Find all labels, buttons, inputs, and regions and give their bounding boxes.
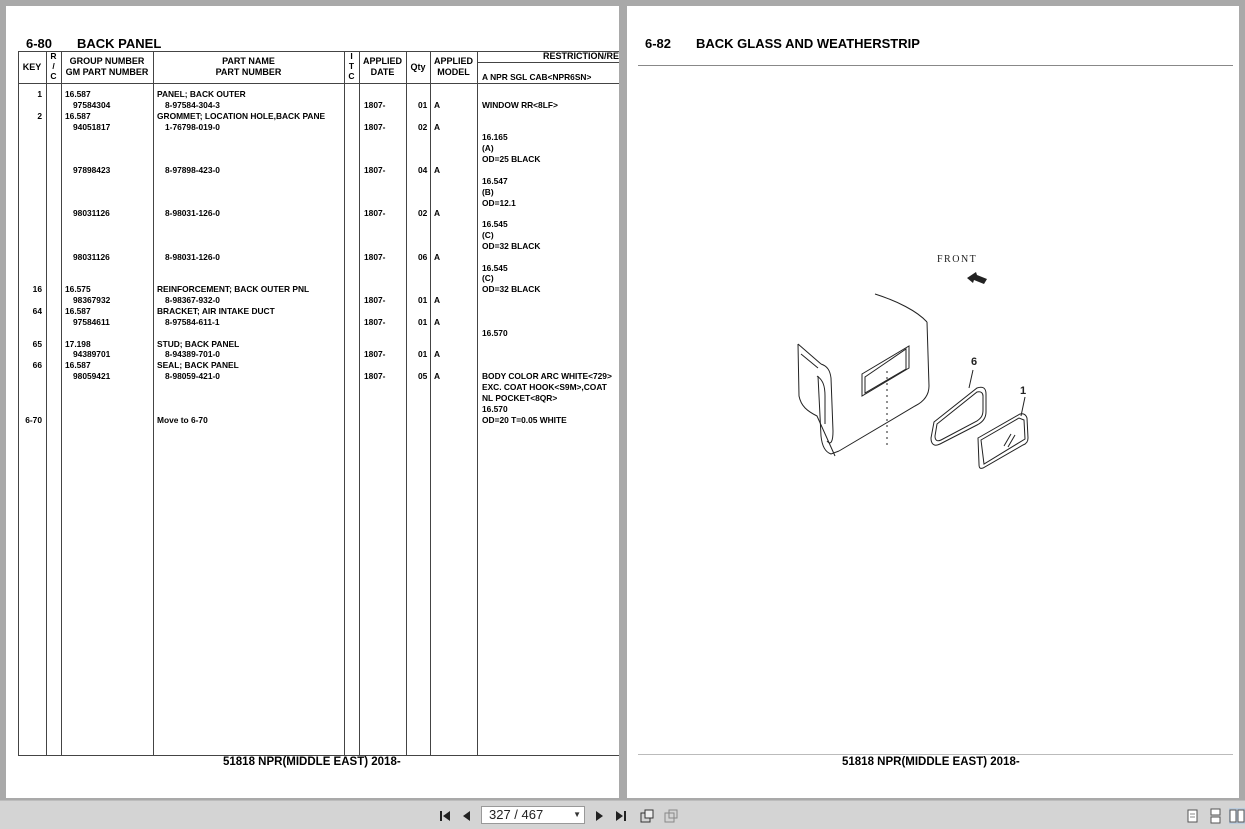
cell-qty: 02 [418, 208, 428, 219]
cell-remark: EXC. COAT HOOK<S9M>,COAT [482, 381, 607, 392]
cell-qty: 01 [418, 316, 428, 327]
col-line [430, 51, 431, 755]
cell-remark: 16.545 [482, 262, 508, 273]
cell-remark: (C) [482, 273, 494, 284]
cell-part-number: 8-97584-611-1 [165, 316, 220, 327]
cell-gm-part-number: 98031126 [73, 251, 110, 262]
page-indicator: 327 / 467 [489, 807, 544, 822]
cell-part-number: 8-98031-126-0 [165, 251, 220, 262]
callout-1: 1 [1020, 385, 1027, 397]
cell-remark: OD=32 BLACK [482, 284, 541, 295]
cell-remark: 16.545 [482, 219, 508, 230]
cell-part-name: BRACKET; AIR INTAKE DUCT [157, 306, 275, 316]
next-page-icon[interactable] [591, 808, 607, 824]
cell-gm-part-number: 98367932 [73, 295, 111, 306]
cell-group-number: 16.587 [65, 360, 91, 371]
cell-qty: 01 [418, 99, 428, 110]
cell-remark: (B) [482, 186, 494, 197]
header-rule [638, 65, 1233, 66]
header-part-name: PART NAME PART NUMBER [215, 56, 282, 77]
col-line [359, 51, 360, 755]
cell-applied-model: A [434, 371, 441, 382]
cell-part-number: 8-97898-423-0 [165, 164, 220, 175]
cell-remark: OD=25 BLACK [482, 154, 541, 165]
cell-remark: NL POCKET<8QR> [482, 392, 558, 403]
page-footer: 51818 NPR(MIDDLE EAST) 2018- [223, 756, 401, 768]
cell-applied-date: 1807- [364, 295, 386, 306]
header-applied-date: APPLIED DATE [362, 56, 402, 77]
cell-gm-part-number: 97584304 [73, 99, 111, 110]
cell-applied-date: 1807- [364, 208, 386, 219]
cell-gm-part-number: 98031126 [73, 208, 110, 219]
cell-key: 2 [37, 110, 42, 121]
cell-part-number: 8-98367-932-0 [165, 295, 220, 306]
callout-6: 6 [971, 356, 978, 368]
cell-qty: 02 [418, 121, 428, 132]
cell-qty: 06 [418, 251, 428, 262]
cell-applied-model: A [434, 121, 441, 132]
viewer-toolbar [0, 800, 1245, 829]
cell-key: 64 [32, 306, 42, 316]
cell-applied-model: A [434, 251, 441, 262]
left-page [6, 6, 619, 798]
fit-icon[interactable] [663, 808, 679, 824]
section-title: BACK PANEL [77, 36, 162, 51]
cell-remark: (A) [482, 143, 494, 154]
rotate-icon[interactable] [639, 808, 655, 824]
cell-applied-date: 1807- [364, 164, 386, 175]
cell-remark: 16.570 [482, 327, 508, 338]
cell-remark: OD=32 BLACK [482, 240, 541, 251]
header-qty: Qty [410, 62, 426, 72]
cell-applied-date: 1807- [364, 371, 386, 382]
cell-applied-model: A [434, 316, 441, 327]
cell-part-number: 8-98031-126-0 [165, 208, 220, 219]
section-number: 6-80 [26, 36, 53, 51]
cell-qty: 04 [418, 164, 428, 175]
cell-key: 65 [32, 338, 42, 349]
cell-applied-model: A [434, 349, 441, 360]
cell-remark: WINDOW RR<8LF> [482, 99, 558, 110]
header-applied-model: APPLIED MODEL [433, 56, 473, 77]
cell-group-number: 17.198 [65, 338, 91, 349]
section-title: BACK GLASS AND WEATHERSTRIP [696, 36, 920, 51]
cell-group-number: 16.587 [65, 306, 91, 316]
first-page-icon[interactable] [437, 808, 453, 824]
header-restriction: RESTRICTION/RE [542, 51, 619, 61]
parts-table [18, 51, 619, 755]
cell-qty: 05 [418, 371, 428, 382]
page-number-input[interactable] [481, 806, 585, 824]
cell-part-number: 8-97584-304-3 [165, 99, 220, 110]
col-line [61, 51, 62, 755]
cell-applied-date: 1807- [364, 349, 386, 360]
cell-remark: 16.547 [482, 175, 508, 186]
page-footer: 51818 NPR(MIDDLE EAST) 2018- [842, 756, 1020, 768]
cell-part-name: SEAL; BACK PANEL [157, 360, 239, 371]
section-number: 6-82 [645, 36, 672, 51]
cell-applied-date: 1807- [364, 251, 386, 262]
weatherstrip-6 [931, 356, 986, 445]
cell-group-number: 16.587 [65, 89, 91, 99]
cell-gm-part-number: 94051817 [73, 121, 111, 132]
cell-gm-part-number: 97584611 [73, 316, 110, 327]
front-arrow-icon [967, 272, 987, 284]
restriction-header-divider [477, 62, 619, 63]
prev-page-icon[interactable] [459, 808, 475, 824]
cab-outline [798, 294, 929, 456]
cell-remark: OD=12.1 [482, 197, 516, 208]
cell-group-number: 16.587 [65, 110, 91, 121]
cell-qty: 01 [418, 295, 428, 306]
cell-remark: OD=20 T=0.05 WHITE [482, 414, 567, 425]
header-key: KEY [22, 62, 42, 72]
col-line [153, 51, 154, 755]
cell-part-name: STUD; BACK PANEL [157, 338, 240, 349]
col-line [406, 51, 407, 755]
front-label: FRONT [937, 254, 978, 265]
cell-part-name: PANEL; BACK OUTER [157, 89, 246, 99]
cell-remark: (C) [482, 230, 494, 241]
cell-applied-model: A [434, 99, 441, 110]
header-rc: R / C [50, 51, 57, 81]
cell-applied-model: A [434, 164, 441, 175]
cell-applied-model: A [434, 295, 441, 306]
cell-qty: 01 [418, 349, 428, 360]
cell-gm-part-number: 97898423 [73, 164, 111, 175]
col-line [344, 51, 345, 755]
cell-applied-model: A [434, 208, 441, 219]
cell-key: 1 [37, 89, 42, 99]
cell-applied-date: 1807- [364, 316, 386, 327]
cell-key: 6-70 [25, 414, 42, 425]
last-page-icon[interactable] [613, 808, 629, 824]
cell-key: 16 [32, 284, 42, 295]
two-page-icon[interactable] [1229, 808, 1245, 824]
cell-applied-date: 1807- [364, 99, 386, 110]
cell-part-name: REINFORCEMENT; BACK OUTER PNL [157, 284, 310, 295]
header-divider [18, 83, 619, 84]
cell-gm-part-number: 98059421 [73, 371, 111, 382]
right-page [627, 6, 1239, 798]
header-group-number: GROUP NUMBER GM PART NUMBER [65, 56, 149, 77]
parts-diagram [787, 246, 1047, 476]
cell-remark: 16.570 [482, 403, 508, 414]
cell-group-number: 16.575 [65, 284, 91, 295]
cell-key: 66 [32, 360, 42, 371]
cell-part-number: 8-94389-701-0 [165, 349, 220, 360]
cell-remark: 16.165 [482, 132, 508, 143]
chevron-down-icon[interactable]: ▼ [573, 810, 581, 819]
footer-rule [638, 754, 1233, 755]
cell-remark: BODY COLOR ARC WHITE<729> [482, 371, 612, 382]
cell-gm-part-number: 94389701 [73, 349, 111, 360]
header-restriction-sub: A NPR SGL CAB<NPR6SN> [482, 72, 592, 82]
cell-part-number: 8-98059-421-0 [165, 371, 220, 382]
col-line [477, 51, 478, 755]
cell-applied-date: 1807- [364, 121, 386, 132]
single-page-icon[interactable] [1184, 808, 1200, 824]
cell-part-name: GROMMET; LOCATION HOLE,BACK PANE [157, 110, 326, 121]
continuous-icon[interactable] [1207, 808, 1223, 824]
cell-part-number: 1-76798-019-0 [165, 121, 220, 132]
col-line [46, 51, 47, 755]
header-itc: I T C [348, 51, 355, 81]
cell-part-name: Move to 6-70 [157, 414, 208, 425]
col-line [18, 51, 19, 755]
